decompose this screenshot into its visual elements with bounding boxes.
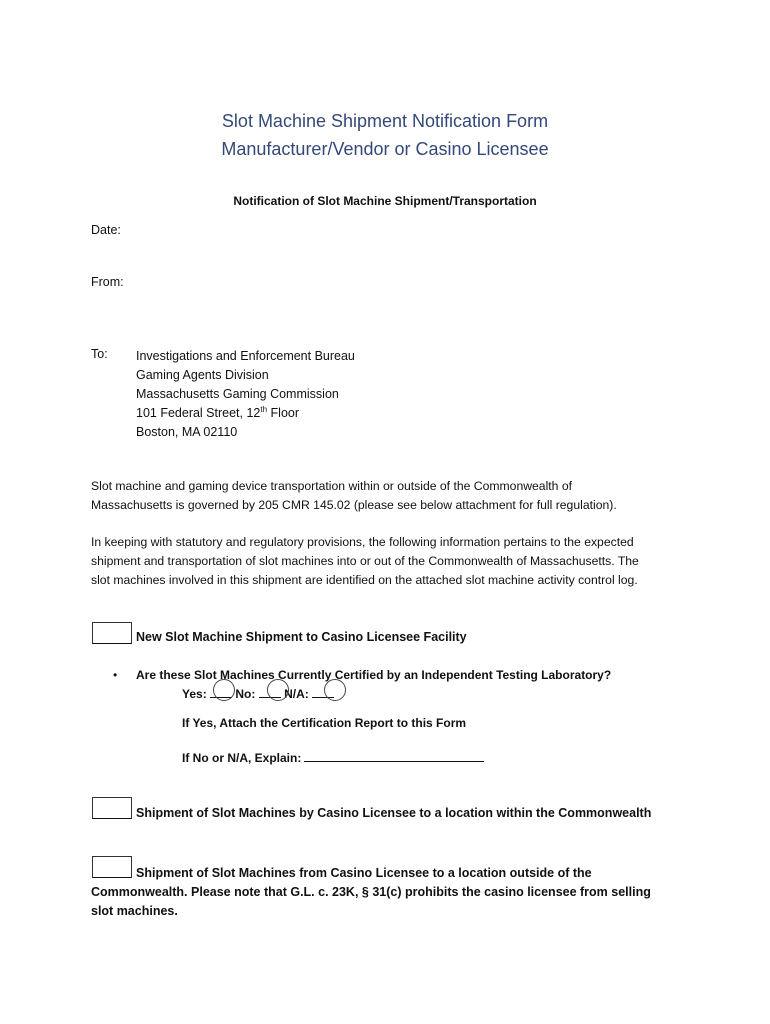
form-title: Slot Machine Shipment Notification Form bbox=[221, 111, 549, 131]
form-title-line-2: Manufacturer/Vendor or Casino Licensee bbox=[221, 139, 549, 159]
address-line: Investigations and Enforcement Bureau bbox=[136, 349, 355, 363]
paragraph-line: Slot machine and gaming device transportation within or outside of the Commonwealth of bbox=[91, 479, 572, 493]
from-label: From: bbox=[91, 275, 124, 289]
address-superscript: th bbox=[260, 404, 268, 414]
certification-answers bbox=[182, 686, 334, 701]
option-line: slot machines. bbox=[91, 904, 178, 918]
certification-question: Are these Slot Machines Currently Certified by an Independent Testing Laboratory? bbox=[136, 668, 612, 682]
no-label: No: bbox=[235, 687, 256, 701]
yes-label: Yes: bbox=[182, 687, 207, 701]
paragraph-line: In keeping with statutory and regulatory provisions, the following information pertains to the expected bbox=[91, 535, 634, 549]
explain-label: If No or N/A, Explain: bbox=[182, 751, 302, 765]
address-line bbox=[136, 404, 355, 423]
new-shipment-checkbox[interactable] bbox=[92, 622, 132, 644]
address-street: 101 Federal Street, 12 bbox=[136, 406, 261, 420]
paragraph-line: shipment and transportation of slot machines into or out of the Commonwealth of Massachusetts. The bbox=[91, 554, 639, 568]
address-line: Boston, MA 02110 bbox=[136, 425, 238, 439]
if-no-instruction bbox=[182, 751, 484, 765]
bullet-icon: • bbox=[113, 668, 118, 682]
option-line: Shipment of Slot Machines from Casino Licensee to a location outside of the bbox=[136, 866, 592, 880]
address-line: Gaming Agents Division bbox=[136, 368, 269, 382]
option-line: Commonwealth. Please note that G.L. c. 23K, § 31(c) prohibits the casino licensee from selling bbox=[91, 885, 651, 899]
regulation-paragraph bbox=[91, 477, 691, 515]
to-label: To: bbox=[91, 347, 108, 361]
new-shipment-label: New Slot Machine Shipment to Casino Licensee Facility bbox=[136, 630, 467, 644]
within-commonwealth-label: Shipment of Slot Machines by Casino Licensee to a location within the Commonwealth bbox=[136, 806, 652, 820]
if-yes-instruction: If Yes, Attach the Certification Report to this Form bbox=[182, 716, 467, 730]
provisions-paragraph bbox=[91, 533, 691, 590]
paragraph-line: slot machines involved in this shipment are identified on the attached slot machine activity control log. bbox=[91, 573, 638, 587]
address-line: Massachusetts Gaming Commission bbox=[136, 387, 339, 401]
explain-field[interactable] bbox=[304, 751, 484, 762]
date-label: Date: bbox=[91, 223, 121, 237]
outside-commonwealth-label bbox=[91, 864, 651, 921]
no-radio[interactable] bbox=[267, 679, 289, 701]
paragraph-line: Massachusetts is governed by 205 CMR 145.02 (please see below attachment for full regulation). bbox=[91, 498, 617, 512]
recipient-address bbox=[136, 347, 355, 442]
na-label: N/A: bbox=[284, 687, 309, 701]
na-radio[interactable] bbox=[324, 679, 346, 701]
address-floor: Floor bbox=[267, 406, 300, 420]
within-commonwealth-checkbox[interactable] bbox=[92, 797, 132, 819]
form-subtitle: Notification of Slot Machine Shipment/Transportation bbox=[233, 194, 537, 208]
yes-radio[interactable] bbox=[213, 679, 235, 701]
